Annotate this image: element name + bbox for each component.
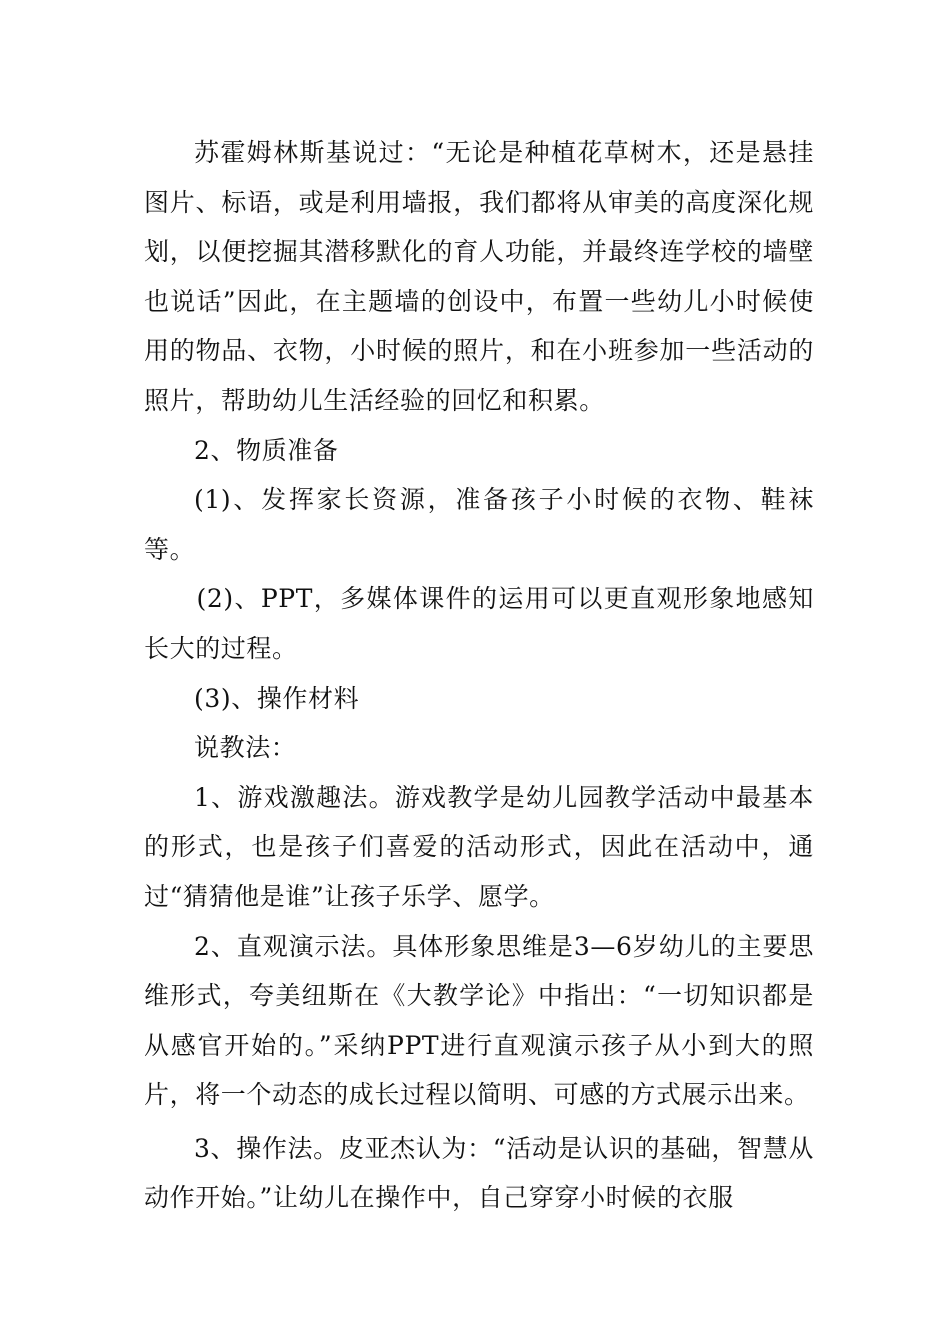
document-body [144,128,814,1223]
paragraph-heading-material-prep: 2、物质准备 [194,435,339,465]
paragraph-item-2: (2)、PPT，多媒体课件的运用可以更直观形象地感知长大的过程。 [144,584,814,663]
paragraph-method-operation: 3、操作法。皮亚杰认为：“活动是认识的基础，智慧从动作开始。”让幼儿在操作中，自己穿穿小时候的衣服 [144,1133,814,1213]
paragraph-method-game: 1、游戏激趣法。游戏教学是幼儿园教学活动中最基本的形式，也是孩子们喜爱的活动形式，因此在活动中，通过“猜猜他是谁”让孩子乐学、愿学。 [144,782,814,911]
paragraph-heading-teaching-methods: 说教法： [194,733,297,763]
paragraph-quote-sukhomlinsky: 苏霍姆林斯基说过：“无论是种植花草树木，还是悬挂图片、标语，或是利用墙报，我们都将从审美的高度深化规划，以便挖掘其潜移默化的育人功能，并最终连学校的墙壁也说话”因此，在主题墙的创设中，布置一些幼儿小时候使用的物品、衣物，小时候的照片，和在小班参加一些活动的照片，帮助幼儿生活经验的回忆和积累。 [144,138,814,415]
paragraph-method-demonstration: 2、直观演示法。具体形象思维是3—6岁幼儿的主要思维形式，夸美纽斯在《大教学论》中指出：“一切知识都是从感官开始的。”采纳PPT进行直观演示孩子从小到大的照片，将一个动态的成长过程以简明、可感的方式展示出来。 [144,931,814,1110]
paragraph-item-1: (1)、发挥家长资源，准备孩子小时候的衣物、鞋袜等。 [144,485,814,564]
paragraph-item-3: (3)、操作材料 [194,683,360,713]
